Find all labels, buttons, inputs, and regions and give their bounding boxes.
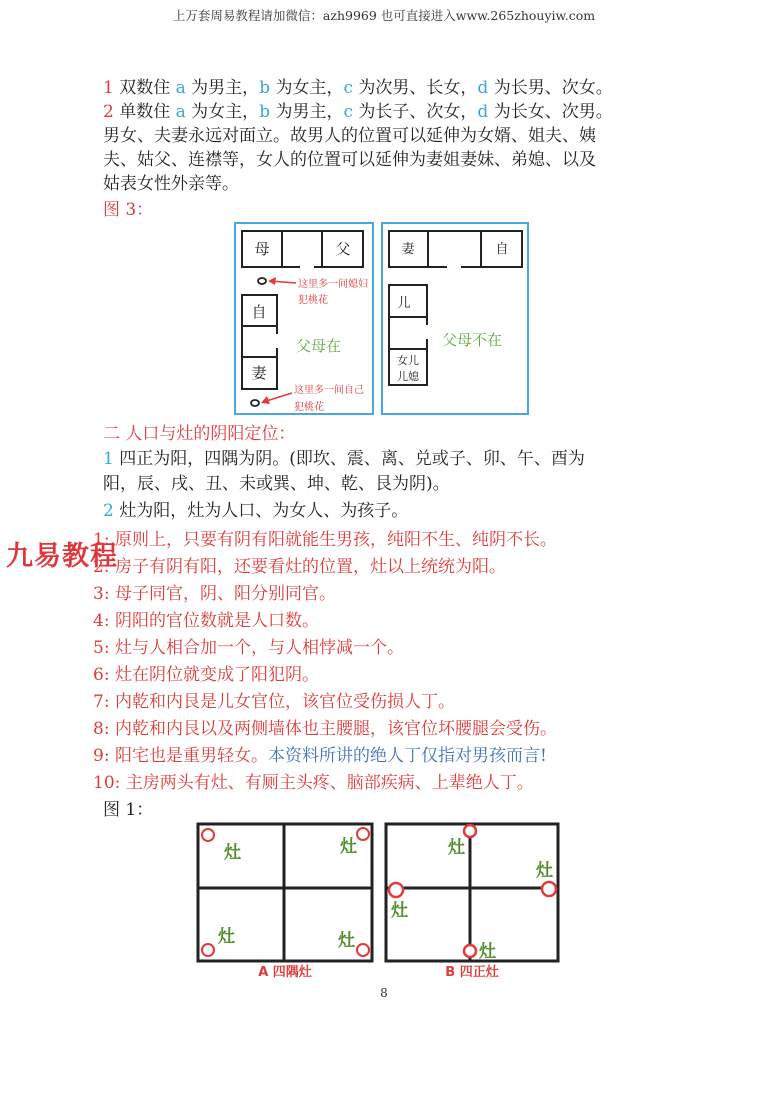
- figure-1-label: 图 1：: [103, 800, 154, 820]
- label-daughter: 女儿: [397, 354, 419, 367]
- line-single-number: 2 单数住 a 为女主，b 为男主，c 为长子、次女，d 为长女、次男。: [103, 102, 613, 122]
- stove-label: 灶: [536, 861, 553, 881]
- extra-room-marker: [251, 400, 259, 406]
- stove-marker: [464, 945, 476, 957]
- section-2-title: 二 人口与灶的阴阳定位：: [103, 424, 296, 444]
- page-number: 8: [380, 986, 388, 1000]
- stove-label: 灶: [479, 942, 496, 962]
- note-bottom-line1: 这里多一间自己: [294, 385, 364, 396]
- stove-label: 灶: [340, 837, 357, 857]
- watermark-logo: 九易教程: [6, 541, 118, 572]
- caption-a: A 四隅灶: [258, 965, 312, 980]
- label-self-right: 自: [495, 242, 509, 257]
- paragraph-line: 姑表女性外亲等。: [103, 174, 239, 194]
- label-self: 自: [251, 303, 267, 321]
- line-double-number: 1 双数住 a 为男主，b 为女主，c 为次男、长女，d 为长男、次女。: [103, 78, 613, 98]
- rule-item: 8: 内乾和内艮以及两侧墙体也主腰腿，该官位坏腰腿会受伤。: [93, 719, 557, 739]
- rule-item: 5: 灶与人相合加一个，与人相悖减一个。: [93, 638, 404, 658]
- note-top-line1: 这里多一间媳妇: [298, 279, 368, 290]
- stove-marker: [389, 883, 403, 897]
- note-bottom-line2: 犯桃花: [294, 402, 324, 413]
- label-parents-alive: 父母在: [296, 337, 342, 355]
- stove-marker: [202, 944, 214, 956]
- label-wife-right: 妻: [401, 242, 415, 257]
- label-mother: 母: [254, 240, 270, 258]
- stove-label: 灶: [224, 843, 241, 863]
- label-father: 父: [335, 240, 351, 258]
- paragraph-line: 阳，辰、戌、丑、未或巽、坤、乾、艮为阴)。: [103, 474, 450, 494]
- stove-label: 灶: [338, 931, 355, 951]
- rule-item: 7: 内乾和内艮是儿女官位，该官位受伤损人丁。: [93, 692, 455, 712]
- stove-label: 灶: [391, 901, 408, 921]
- line-stove: 2 灶为阳，灶为人口、为女人、为孩子。: [103, 501, 409, 521]
- stove-label: 灶: [218, 927, 235, 947]
- line-yin-yang: 1 四正为阳，四隅为阴。(即坎、震、离、兑或子、卯、午、酉为: [103, 449, 585, 469]
- label-daughter-in-law: 儿媳: [397, 370, 419, 383]
- note-top-line2: 犯桃花: [298, 295, 328, 306]
- extra-room-marker: [258, 278, 266, 284]
- rule-item: 4: 阴阳的官位数就是人口数。: [93, 611, 319, 631]
- rule-item-9: 9: 阳宅也是重男轻女。本资料所讲的绝人丁仅指对男孩而言!: [93, 746, 547, 766]
- figure-3-label: 图 3：: [103, 200, 154, 220]
- figure-1: [196, 820, 566, 982]
- stove-label: 灶: [448, 838, 465, 858]
- stove-marker: [542, 882, 556, 896]
- stove-marker: [464, 825, 476, 837]
- label-son: 儿: [397, 296, 411, 311]
- page-header: 上万套周易教程请加微信：azh9969 也可直接进入www.265zhouyiw.com: [172, 8, 596, 23]
- paragraph-line: 夫、姑父、连襟等，女人的位置可以延伸为妻姐妻妹、弟媳、以及: [103, 150, 596, 170]
- stove-marker: [357, 828, 369, 840]
- stove-marker: [202, 829, 214, 841]
- rule-item: 6: 灶在阴位就变成了阳犯阴。: [93, 665, 319, 685]
- caption-b: B 四正灶: [445, 965, 499, 980]
- rule-item: 3: 母子同官，阴、阳分别同官。: [93, 584, 336, 604]
- paragraph-line: 男女、夫妻永远对面立。故男人的位置可以延伸为女婿、姐夫、姨: [103, 126, 596, 146]
- figure-3: [232, 221, 532, 417]
- rule-item: 2: 房子有阴有阳，还要看灶的位置，灶以上统统为阳。: [93, 557, 506, 577]
- house-b: [386, 824, 558, 961]
- rule-item: 10: 主房两头有灶、有厕主头疼、脑部疾病、上辈绝人丁。: [93, 773, 534, 793]
- label-wife: 妻: [251, 364, 267, 382]
- rule-item: 1: 原则上，只要有阴有阳就能生男孩，纯阳不生、纯阴不长。: [93, 530, 557, 550]
- label-parents-absent: 父母不在: [442, 331, 503, 349]
- stove-marker: [357, 944, 369, 956]
